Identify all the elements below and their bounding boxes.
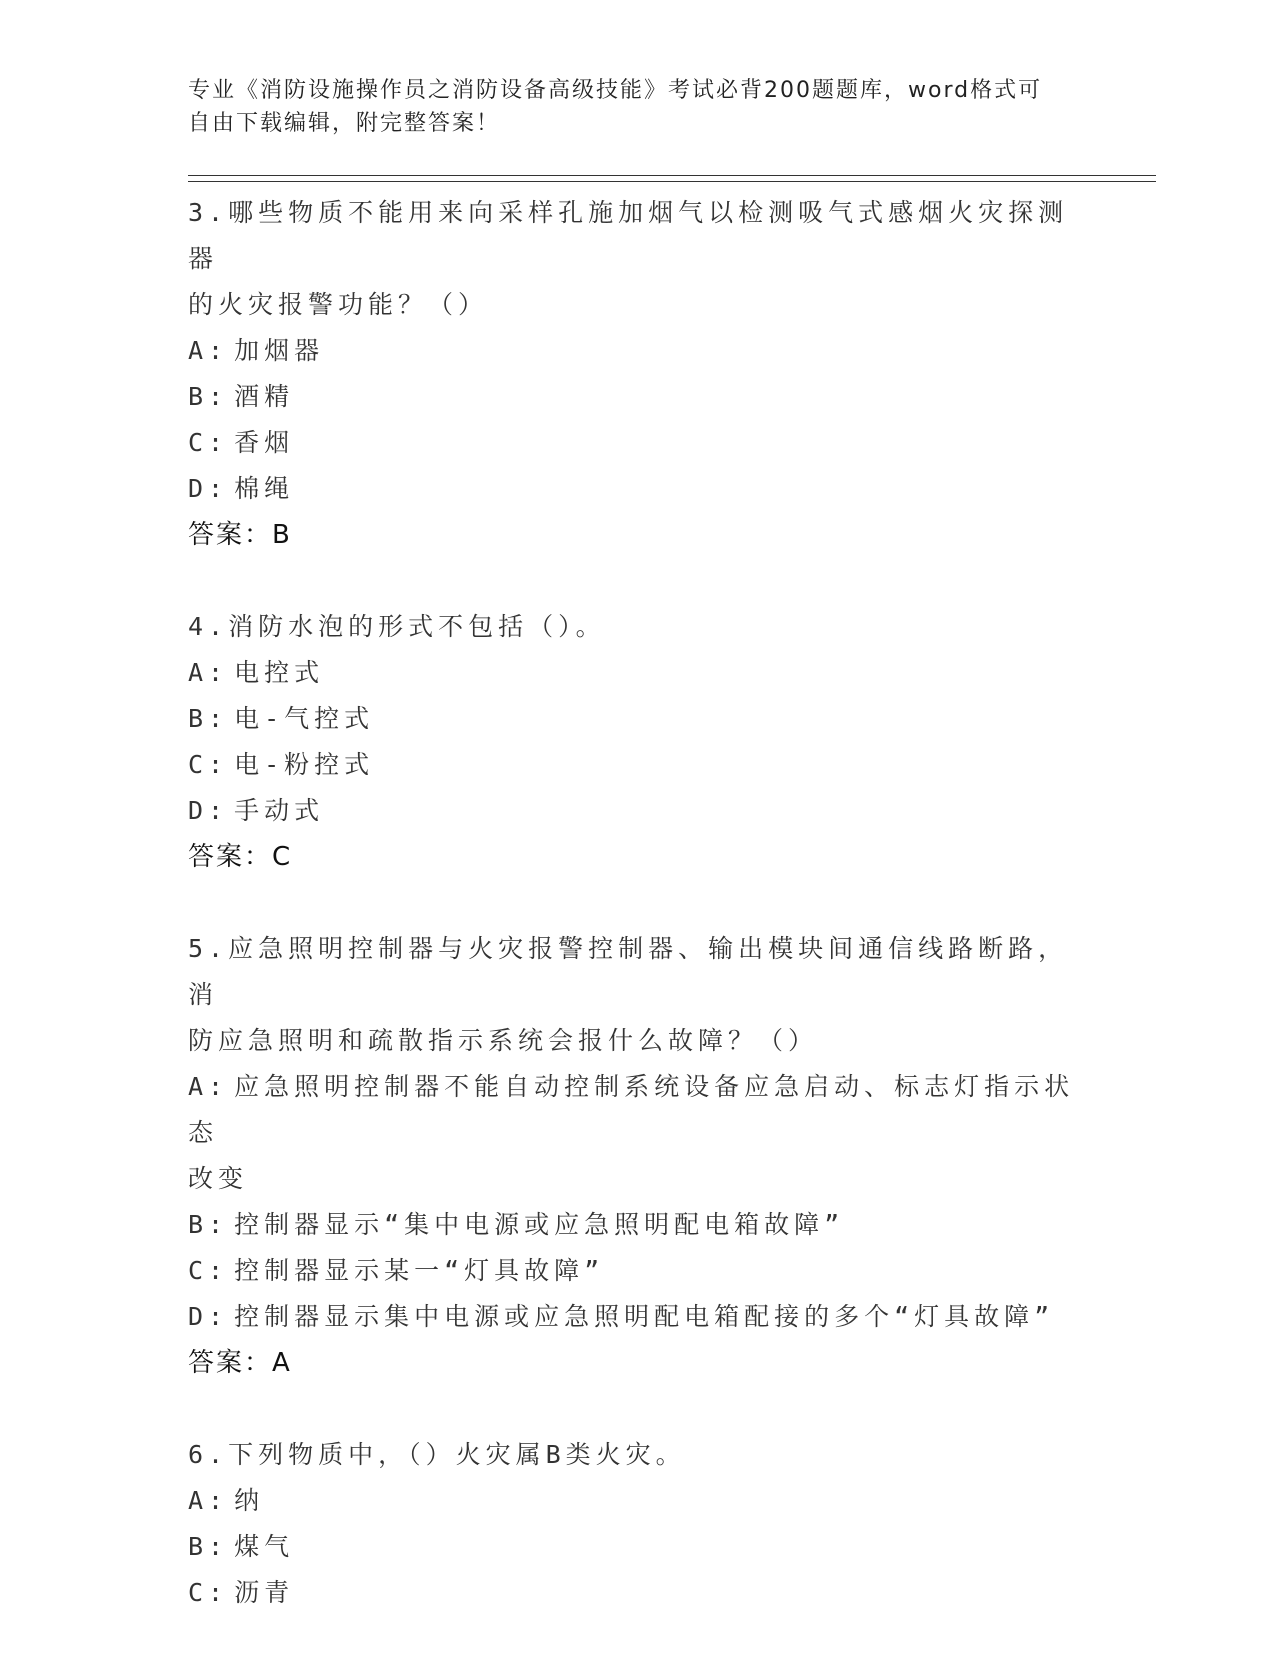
option-label: B: — [188, 1532, 229, 1561]
option-label: B: — [188, 704, 229, 733]
question-text: 4.消防水泡的形式不包括（）。 — [188, 612, 606, 641]
header-divider-top — [188, 175, 1156, 176]
answer-text: 答案：C — [188, 842, 293, 872]
option-label: C: — [188, 428, 229, 457]
option-d — [188, 1294, 1088, 1340]
question-item — [188, 604, 1088, 880]
option-a — [188, 650, 1088, 696]
option-label: C: — [188, 1256, 229, 1285]
header-divider-bottom — [188, 181, 1156, 182]
question-item — [188, 190, 1088, 558]
question-item — [188, 926, 1088, 1386]
question-list — [188, 190, 1088, 1662]
option-b — [188, 374, 1088, 420]
option-label: C: — [188, 1578, 229, 1607]
option-label: B: — [188, 1210, 229, 1239]
option-text: 控制器显示集中电源或应急照明配电箱配接的多个“灯具故障” — [234, 1302, 1055, 1331]
option-d — [188, 466, 1088, 512]
option-label: C: — [188, 750, 229, 779]
option-a — [188, 1156, 1088, 1202]
header-line-1: 专业《消防设施操作员之消防设备高级技能》考试必背200题题库，word格式可 — [188, 78, 1043, 103]
option-text: 棉绳 — [234, 474, 295, 503]
option-text: 纳 — [234, 1486, 265, 1515]
option-a — [188, 328, 1088, 374]
option-label: B: — [188, 382, 229, 411]
question-text: 5.应急照明控制器与火灾报警控制器、输出模块间通信线路断路，消 — [188, 934, 1069, 1009]
option-text: 香烟 — [234, 428, 295, 457]
option-label: A: — [188, 336, 229, 365]
option-text: 应急照明控制器不能自动控制系统设备应急启动、标志灯指示状态 — [188, 1072, 1075, 1147]
option-text: 加烟器 — [234, 336, 325, 365]
question-text: 3.哪些物质不能用来向采样孔施加烟气以检测吸气式感烟火灾探测器 — [188, 198, 1069, 273]
question-text: 6.下列物质中，（）火灾属B类火灾。 — [188, 1440, 686, 1469]
option-text: 手动式 — [234, 796, 325, 825]
question-text: 防应急照明和疏散指示系统会报什么故障？（） — [188, 1026, 819, 1055]
option-c — [188, 742, 1088, 788]
question-item — [188, 1432, 1088, 1616]
option-text: 沥青 — [234, 1578, 295, 1607]
option-c — [188, 1248, 1088, 1294]
option-text: 改变 — [188, 1164, 249, 1193]
option-label: D: — [188, 1302, 229, 1331]
option-text: 酒精 — [234, 382, 295, 411]
option-text: 电控式 — [234, 658, 325, 687]
option-b — [188, 1524, 1088, 1570]
answer-text: 答案：A — [188, 1348, 292, 1378]
option-b — [188, 1202, 1088, 1248]
option-text: 控制器显示某一“灯具故障” — [234, 1256, 605, 1285]
option-d — [188, 788, 1088, 834]
option-label: A: — [188, 1486, 229, 1515]
answer-text: 答案：B — [188, 520, 292, 550]
document-header — [188, 74, 1068, 140]
option-text: 电-气控式 — [234, 704, 375, 733]
option-text: 控制器显示“集中电源或应急照明配电箱故障” — [234, 1210, 845, 1239]
option-b — [188, 696, 1088, 742]
header-line-2: 自由下载编辑，附完整答案！ — [188, 111, 501, 136]
option-a — [188, 1064, 1088, 1156]
option-text: 电-粉控式 — [234, 750, 375, 779]
option-label: A: — [188, 658, 229, 687]
option-a — [188, 1478, 1088, 1524]
option-label: D: — [188, 796, 229, 825]
option-c — [188, 420, 1088, 466]
option-label: D: — [188, 474, 229, 503]
option-c — [188, 1570, 1088, 1616]
option-label: A: — [188, 1072, 229, 1101]
question-text: 的火灾报警功能？（） — [188, 290, 489, 319]
option-text: 煤气 — [234, 1532, 295, 1561]
